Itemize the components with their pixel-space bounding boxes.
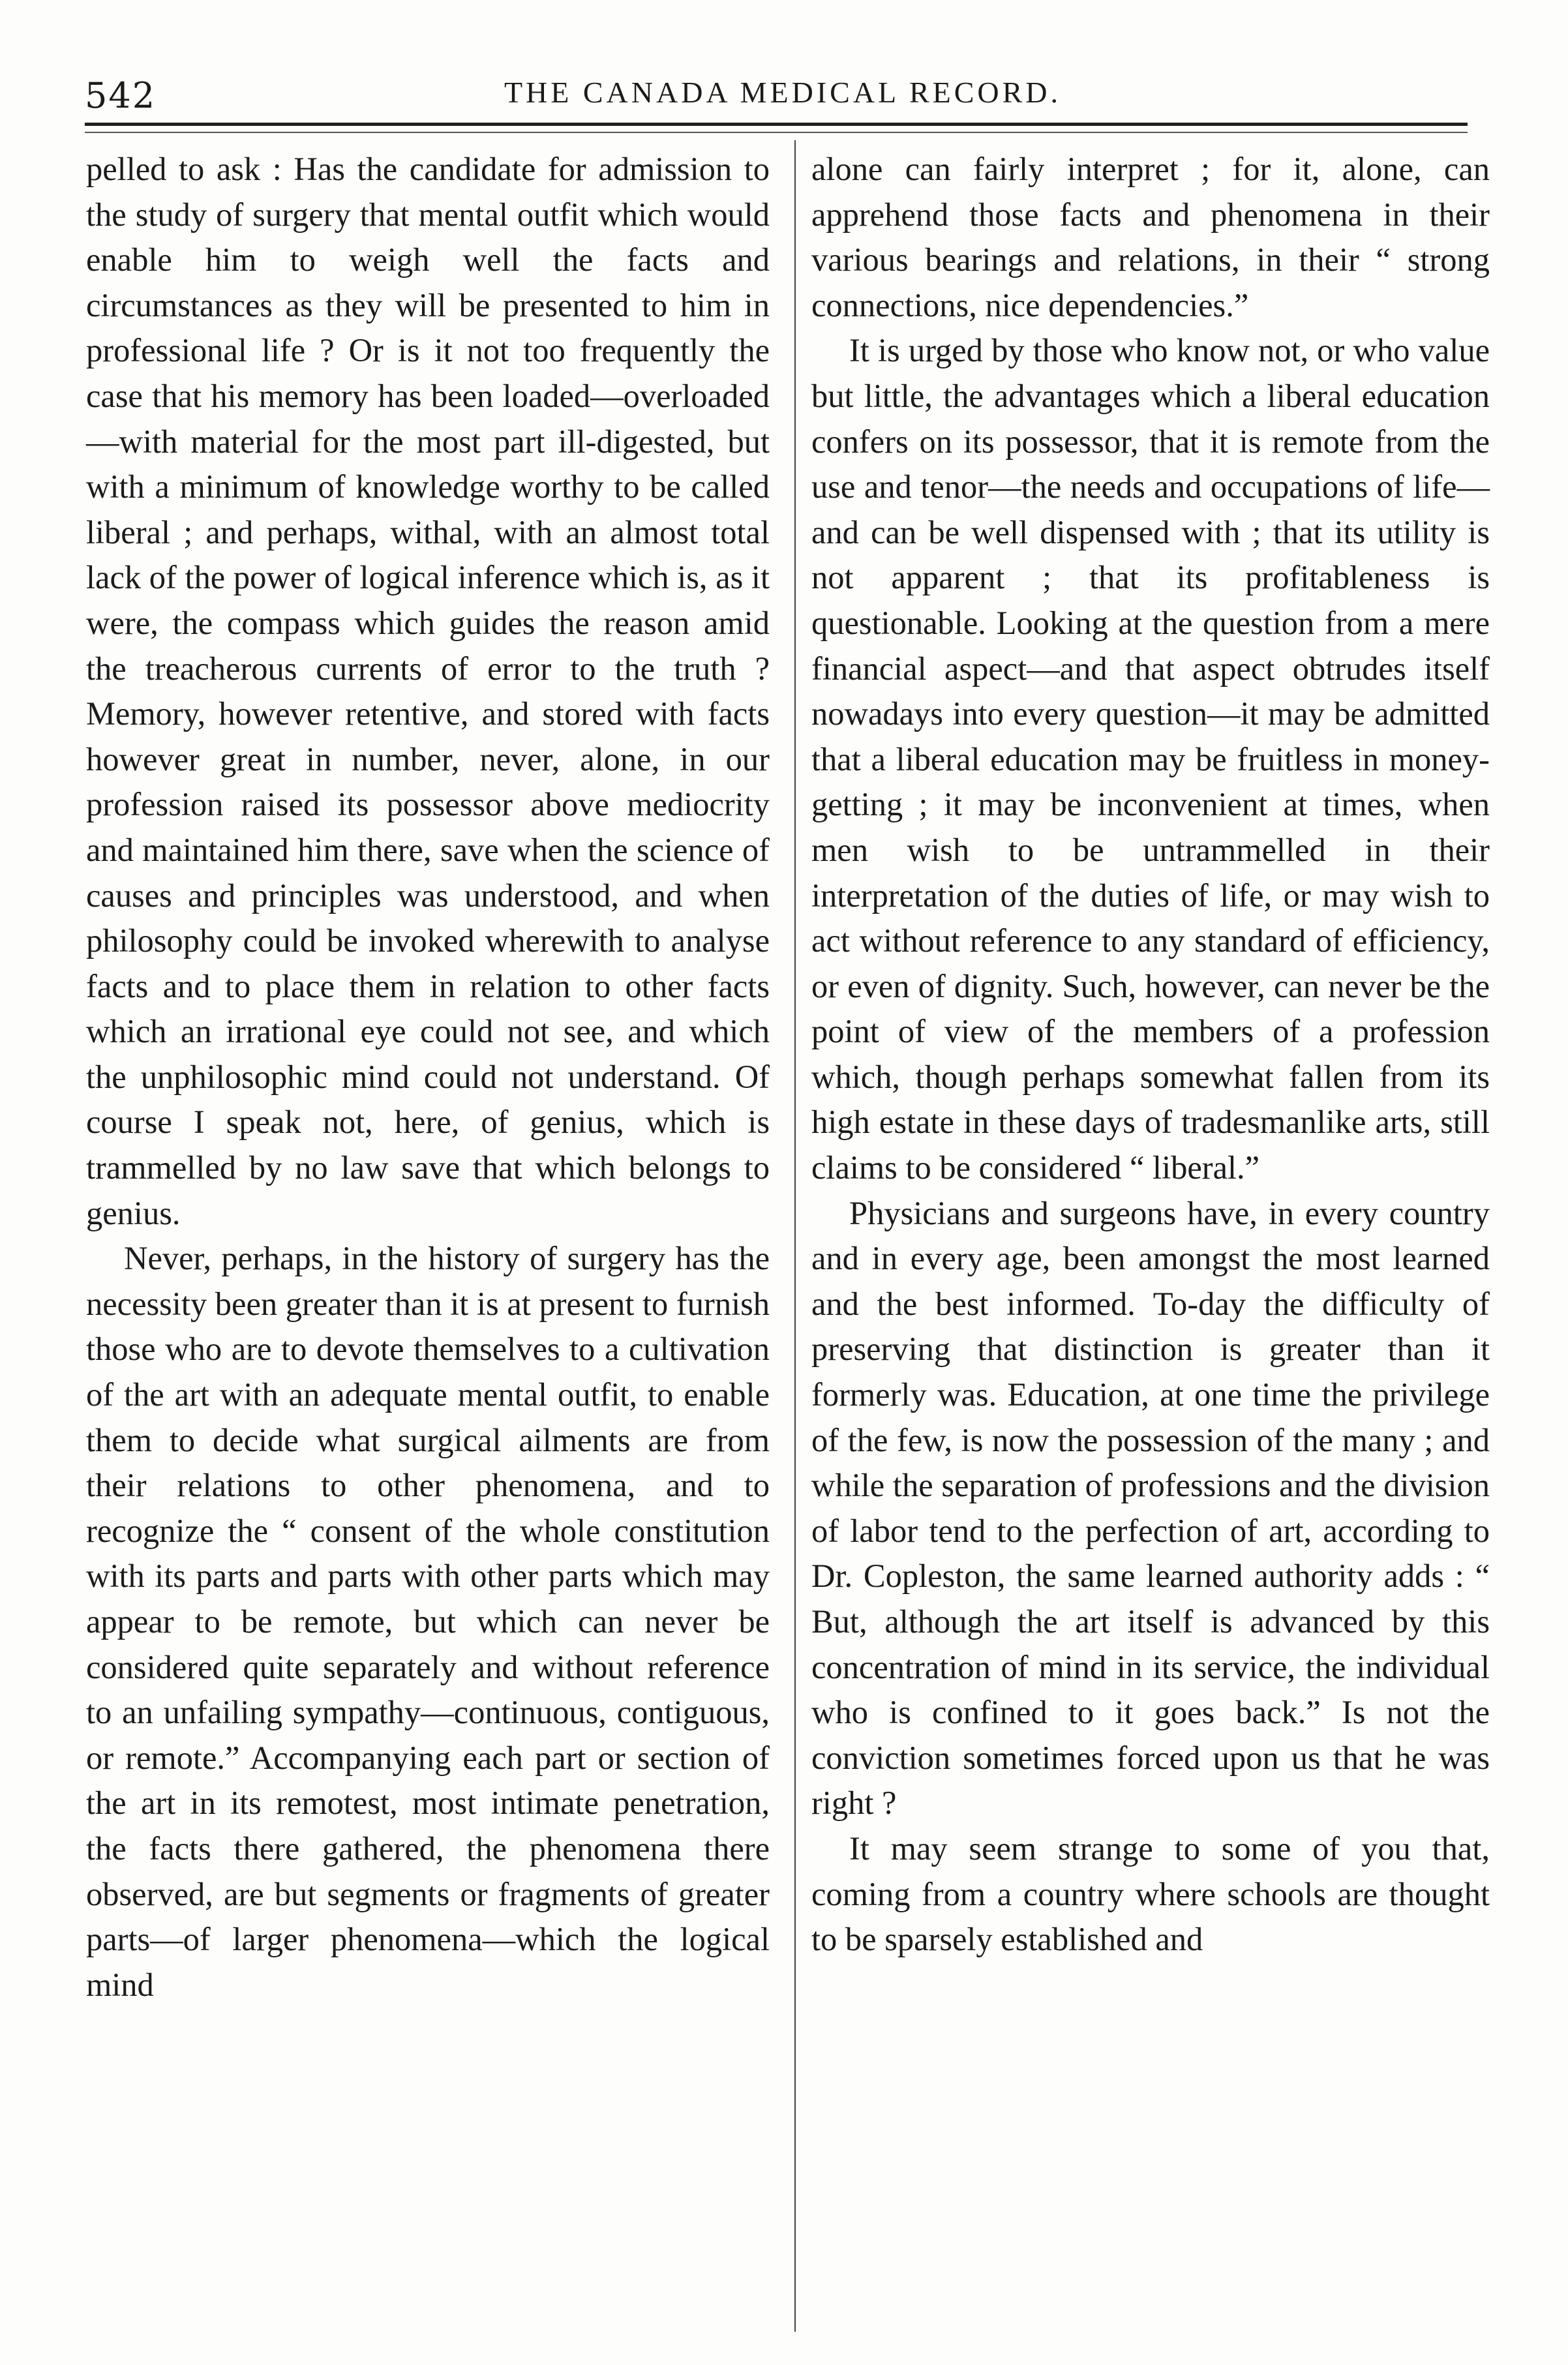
paragraph: Never, perhaps, in the history of surgery has the necessity been greater than it is at present to furnish those who are to devote themselves to a cultivation of the art with an adequate mental outfit, to enable them to decide what surgical ailments are from their relations to other phenomena, and to recognize the “ consent of the whole constitution with its parts and parts with other parts which may appear to be remote, but which can never be considered quite separately and without reference to an unfailing sympathy—continuous, contiguous, or remote.” Accompanying each part or section of the art in its remotest, most intimate penetration, the facts there gathered, the phenomena there observed, are but segments or fragments of greater parts—of larger phenomena—which the logical mind: [86, 1240, 770, 2003]
paragraph: pelled to ask : Has the candidate for admission to the study of surgery that mental outfit which would enable him to weigh well the facts and circumstances as they will be presented to him in professional life ? Or is it not too frequently the case that his memory has been loaded—overloaded—with material for the most part ill-digested, but with a minimum of knowledge worthy to be called liberal ; and perhaps, withal, with an almost total lack of the power of logical inference which is, as it were, the compass which guides the reason amid the treacherous currents of error to the truth ? Memory, however retentive, and stored with facts however great in number, never, alone, in our profession raised its possessor above mediocrity and maintained him there, save when the science of causes and principles was understood, and when philosophy could be invoked wherewith to analyse facts and to place them in relation to other facts which an irrational eye could not see, and which the unphilosophic mind could not understand. Of course I speak not, here, of genius, which is trammelled by no law save that which belongs to genius.: [86, 151, 770, 1231]
header-rule-thin: [85, 132, 1468, 133]
left-column: [86, 147, 770, 2008]
page-number: 542: [85, 75, 157, 116]
header-rule: [85, 123, 1468, 126]
running-header: [46, 62, 1520, 114]
journal-title: THE CANADA MEDICAL RECORD.: [504, 76, 1062, 109]
paragraph: It may seem strange to some of you that, coming from a country where schools are thought to be sparsely established and: [811, 1830, 1490, 1958]
paragraph: It is urged by those who know not, or who value but little, the advantages which a liberal education confers on its possessor, that it is remote from the use and tenor—the needs and occupations of life—and can be well dispensed with ; that its utility is not apparent ; that its profitableness is questionable. Looking at the question from a mere financial aspect—and that aspect obtrudes itself nowadays into every question—it may be admitted that a liberal education may be fruitless in money-getting ; it may be inconvenient at times, when men wish to be untrammelled in their interpretation of the duties of life, or may wish to act without reference to any standard of efficiency, or even of dignity. Such, however, can never be the point of view of the members of a profession which, though perhaps somewhat fallen from its high estate in these days of tradesmanlike arts, still claims to be considered “ liberal.”: [811, 332, 1490, 1186]
paragraph: alone can fairly interpret ; for it, alone, can apprehend those facts and phenomena in their various bearings and relations, in their “ strong connections, nice dependencies.”: [811, 151, 1490, 324]
paragraph: Physicians and surgeons have, in every country and in every age, been amongst the most learned and the best informed. To-day the difficulty of preserving that distinction is greater than it formerly was. Education, at one time the privilege of the few, is now the possession of the many ; and while the separation of professions and the division of labor tend to the perfection of art, according to Dr. Copleston, the same learned authority adds : “ But, although the art itself is advanced by this concentration of mind in its service, the individual who is confined to it goes back.” Is not the conviction sometimes forced upon us that he was right ?: [811, 1194, 1490, 1822]
column-divider: [794, 140, 796, 2332]
right-column: [811, 147, 1490, 1963]
